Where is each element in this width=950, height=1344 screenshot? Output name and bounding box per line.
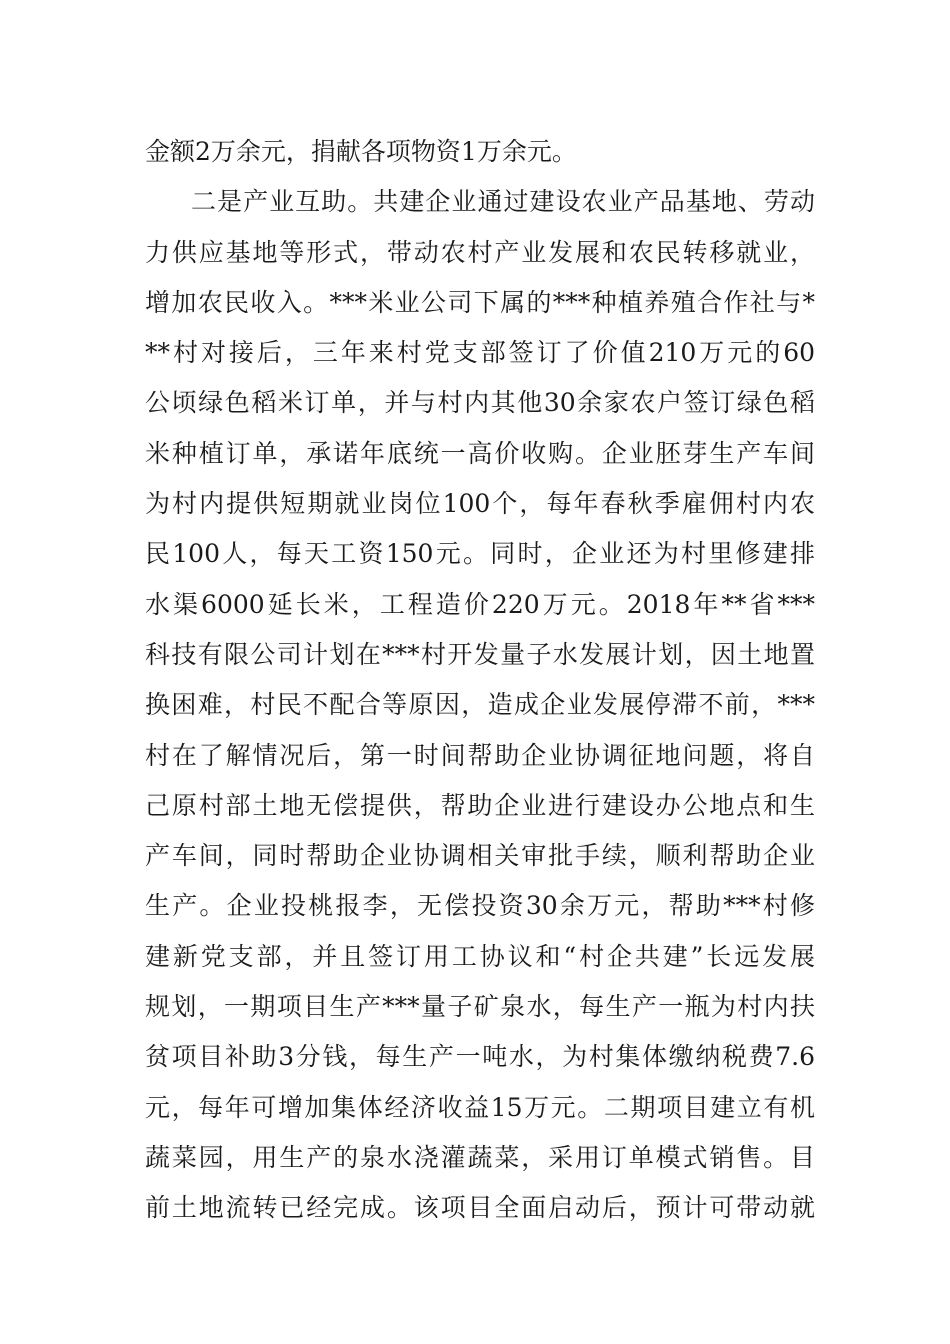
text-line: 己原村部土地无偿提供，帮助企业进行建设办公地点和生 — [145, 790, 815, 820]
text-line: 生产。企业投桃报李，无偿投资30余万元，帮助***村修 — [145, 891, 815, 921]
text-line: 产车间，同时帮助企业协调相关审批手续，顺利帮助企业 — [145, 841, 815, 871]
text-line: 为村内提供短期就业岗位100个，每年春秋季雇佣村内农 — [145, 489, 815, 519]
paragraph-first-line: 二是产业互助。共建企业通过建设农业产品基地、劳动 — [191, 187, 815, 217]
text-line: **村对接后，三年来村党支部签订了价值210万元的60 — [145, 338, 815, 368]
text-line: 建新党支部，并且签订用工协议和“村企共建”长远发展 — [145, 941, 815, 971]
text-line: 增加农民收入。***米业公司下属的***种植养殖合作社与* — [145, 287, 815, 317]
text-line: 力供应基地等形式，带动农村产业发展和农民转移就业， — [145, 237, 815, 267]
body-text — [145, 127, 815, 1234]
text-line: 元，每年可增加集体经济收益15万元。二期项目建立有机 — [145, 1092, 815, 1122]
text-line: 金额2万余元，捐献各项物资1万余元。 — [145, 137, 577, 166]
text-line: 米种植订单，承诺年底统一高价收购。企业胚芽生产车间 — [145, 438, 815, 468]
text-line: 村在了解情况后，第一时间帮助企业协调征地问题，将自 — [145, 740, 815, 770]
text-line: 民100人，每天工资150元。同时，企业还为村里修建排 — [145, 539, 815, 569]
text-line: 蔬菜园，用生产的泉水浇灌蔬菜，采用订单模式销售。目 — [145, 1142, 815, 1172]
text-line: 前土地流转已经完成。该项目全面启动后，预计可带动就 — [145, 1193, 815, 1223]
text-line: 规划，一期项目生产***量子矿泉水，每生产一瓶为村内扶 — [145, 992, 815, 1022]
text-line: 公顷绿色稻米订单，并与村内其他30余家农户签订绿色稻 — [145, 388, 815, 418]
text-line: 贫项目补助3分钱，每生产一吨水，为村集体缴纳税费7.6 — [145, 1042, 815, 1072]
text-line: 水渠6000延长米，工程造价220万元。2018年**省*** — [145, 589, 815, 619]
text-line: 换困难，村民不配合等原因，造成企业发展停滞不前，*** — [145, 690, 815, 720]
text-line: 科技有限公司计划在***村开发量子水发展计划，因土地置 — [145, 639, 815, 669]
